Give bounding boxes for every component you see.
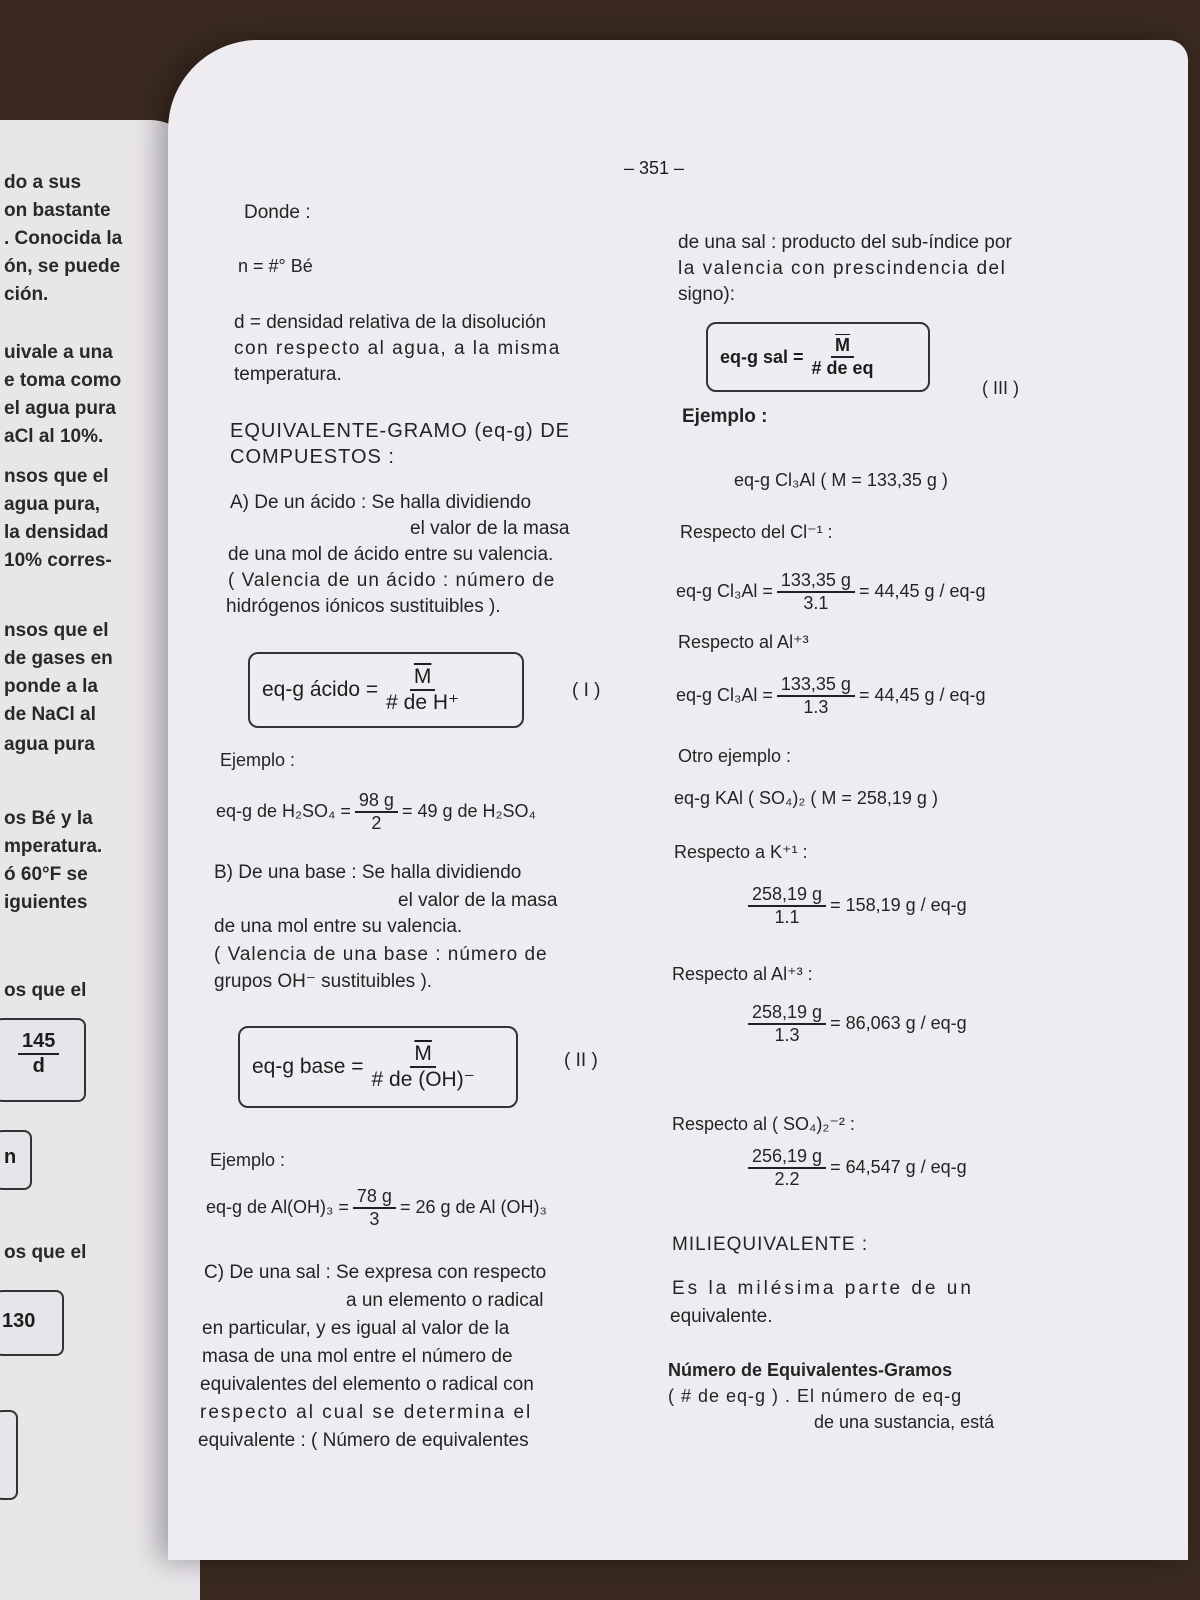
calc-den: 1.3 (774, 1024, 800, 1045)
d-definition: con respecto al agua, a la misma (234, 338, 561, 359)
respect-label: Respecto del Cl⁻¹ : (680, 522, 833, 542)
salt-definition: la valencia con prescindencia del (678, 258, 1007, 279)
miliequivalente-text: equivalente. (670, 1306, 773, 1327)
left-partial-text: n (4, 1146, 17, 1168)
left-line: de gases en (4, 648, 113, 669)
acid-text: ( Valencia de un ácido : número de (228, 570, 556, 591)
example-rhs: = 26 g de Al (OH)₃ (399, 1197, 547, 1218)
left-line: 10% corres- (4, 550, 112, 571)
base-text: ( Valencia de una base : número de (214, 944, 548, 965)
left-line: de NaCl al (4, 704, 96, 725)
left-formula-den: d (32, 1055, 45, 1077)
left-line: e toma como (4, 370, 122, 391)
salt-definition: de una sal : producto del sub-índice por (678, 232, 1012, 253)
calc-lhs: eq-g Cl₃Al = (676, 581, 773, 602)
left-formula-num: 145 (18, 1030, 59, 1055)
calc-num: 256,19 g (748, 1146, 826, 1169)
salt-text: respecto al cual se determina el (200, 1402, 533, 1423)
calc-rhs: = 158,19 g / eq-g (830, 895, 967, 916)
salt-text: equivalente : ( Número de equivalentes (198, 1430, 529, 1451)
numero-eq-heading: Número de Equivalentes-Gramos (668, 1360, 953, 1380)
calc-lhs: eq-g Cl₃Al = (676, 685, 773, 706)
formula-box-salt (706, 322, 930, 392)
left-line: os Bé y la (4, 808, 93, 829)
formula-den: # de (OH)⁻ (371, 1068, 475, 1091)
respect-label: Respecto al ( SO₄)₂⁻² : (672, 1114, 855, 1134)
left-formula-box (0, 1018, 86, 1102)
calc-k (744, 884, 967, 927)
numero-eq-text: ( # de eq-g ) . El número de eq-g (668, 1386, 963, 1406)
example-label: Ejemplo : (220, 750, 296, 770)
formula-box-acid (248, 652, 524, 728)
base-text: grupos OH⁻ sustituibles ). (214, 971, 433, 992)
formula-lhs: eq-g base = (252, 1055, 364, 1078)
left-line: aCl al 10%. (4, 426, 104, 447)
calc-rhs: = 64,547 g / eq-g (830, 1157, 967, 1178)
formula-box-base (238, 1026, 518, 1108)
formula-tag: ( I ) (572, 680, 601, 701)
calc-so4 (744, 1146, 967, 1189)
example-lhs: eq-g de H₂SO₄ = (216, 801, 351, 822)
left-line: on bastante (4, 200, 111, 221)
formula-lhs: eq-g sal = (720, 346, 804, 367)
calc-al2 (744, 1002, 967, 1045)
acid-text: de una mol de ácido entre su valencia. (228, 544, 554, 565)
left-line: ó 60°F se (4, 864, 88, 885)
numero-eq-text: de una sustancia, está (814, 1412, 995, 1432)
example-label: Ejemplo : (682, 406, 768, 427)
calc-rhs: = 44,45 g / eq-g (858, 685, 986, 706)
formula-tag: ( III ) (982, 378, 1019, 398)
left-line: os que el (4, 1242, 87, 1263)
left-line: os que el (4, 980, 87, 1001)
example-label: Ejemplo : (210, 1150, 286, 1170)
left-partial-box (0, 1290, 64, 1356)
acid-text: el valor de la masa (410, 518, 570, 539)
left-line: iguientes (4, 892, 88, 913)
formula-num: $\overline{M}$ (831, 335, 854, 358)
other-example-label: Otro ejemplo : (678, 746, 792, 766)
calc-den: 1.1 (774, 906, 800, 927)
formula-num: $\overline{M}$ (410, 1042, 436, 1068)
left-line: agua pura (4, 734, 95, 755)
left-line: agua pura, (4, 494, 101, 515)
salt-text: equivalentes del elemento o radical con (200, 1374, 534, 1395)
calc-den: 2.2 (774, 1168, 800, 1189)
acid-text: A) De un ácido : Se halla dividiendo (230, 492, 532, 513)
base-text: el valor de la masa (398, 890, 558, 911)
salt-text: en particular, y es igual al valor de la (202, 1318, 510, 1339)
left-line: ción. (4, 284, 49, 305)
example-aloh3 (206, 1186, 547, 1229)
right-page (168, 40, 1188, 1560)
left-partial-text: 130 (2, 1310, 36, 1332)
example-rhs: = 49 g de H₂SO₄ (401, 801, 536, 822)
calc-num: 258,19 g (748, 1002, 826, 1025)
section-heading: EQUIVALENTE-GRAMO (eq-g) DE (230, 420, 571, 442)
example-num: 78 g (353, 1186, 396, 1209)
formula-num: $\overline{M}$ (410, 665, 436, 691)
example-den: 2 (371, 812, 382, 833)
calc-den: 3.1 (803, 592, 829, 613)
left-line: ón, se puede (4, 256, 121, 277)
miliequivalente-text: Es la milésima parte de un (672, 1278, 974, 1299)
example-lhs: eq-g de Al(OH)₃ = (206, 1197, 349, 1218)
example-h2so4 (216, 790, 536, 833)
respect-label: Respecto al Al⁺³ : (672, 964, 813, 984)
acid-text: hidrógenos iónicos sustituibles ). (226, 596, 501, 617)
respect-label: Respecto al Al⁺³ (678, 632, 809, 652)
donde-label: Donde : (244, 202, 311, 223)
left-line: . Conocida la (4, 228, 123, 249)
formula-den: # de H⁺ (386, 691, 460, 714)
other-example-compound: eq-g KAl ( SO₄)₂ ( M = 258,19 g ) (674, 788, 938, 808)
base-text: B) De una base : Se halla dividiendo (214, 862, 522, 883)
section-heading: COMPUESTOS : (230, 446, 395, 468)
calc-al (676, 674, 986, 717)
salt-text: a un elemento o radical (346, 1290, 544, 1311)
formula-tag: ( II ) (564, 1050, 598, 1071)
left-line: nsos que el (4, 466, 109, 487)
d-definition: temperatura. (234, 364, 342, 385)
base-text: de una mol entre su valencia. (214, 916, 463, 937)
salt-text: C) De una sal : Se expresa con respecto (204, 1262, 547, 1283)
left-line: uivale a una (4, 342, 113, 363)
calc-cl (676, 570, 986, 613)
left-line: la densidad (4, 522, 109, 543)
left-line: ponde a la (4, 676, 98, 697)
example-compound: eq-g Cl₃Al ( M = 133,35 g ) (734, 470, 948, 490)
n-definition: n = #° Bé (238, 256, 313, 276)
example-den: 3 (369, 1208, 380, 1229)
calc-rhs: = 86,063 g / eq-g (830, 1013, 967, 1034)
left-partial-box (0, 1130, 32, 1190)
formula-lhs: eq-g ácido = (262, 678, 379, 701)
left-line: nsos que el (4, 620, 109, 641)
example-num: 98 g (355, 790, 398, 813)
miliequivalente-heading: MILIEQUIVALENTE : (672, 1234, 869, 1255)
formula-den: # de eq (811, 358, 874, 378)
salt-text: masa de una mol entre el número de (202, 1346, 513, 1367)
page-number: – 351 – (624, 158, 685, 178)
left-line: do a sus (4, 172, 82, 193)
left-line: el agua pura (4, 398, 116, 419)
calc-rhs: = 44,45 g / eq-g (858, 581, 986, 602)
d-definition: d = densidad relativa de la disolución (234, 312, 547, 333)
left-partial-box (0, 1410, 18, 1500)
calc-den: 1.3 (803, 696, 829, 717)
calc-num: 258,19 g (748, 884, 826, 907)
calc-num: 133,35 g (777, 570, 855, 593)
calc-num: 133,35 g (777, 674, 855, 697)
respect-label: Respecto a K⁺¹ : (674, 842, 808, 862)
salt-definition: signo): (678, 284, 736, 305)
left-line: mperatura. (4, 836, 103, 857)
